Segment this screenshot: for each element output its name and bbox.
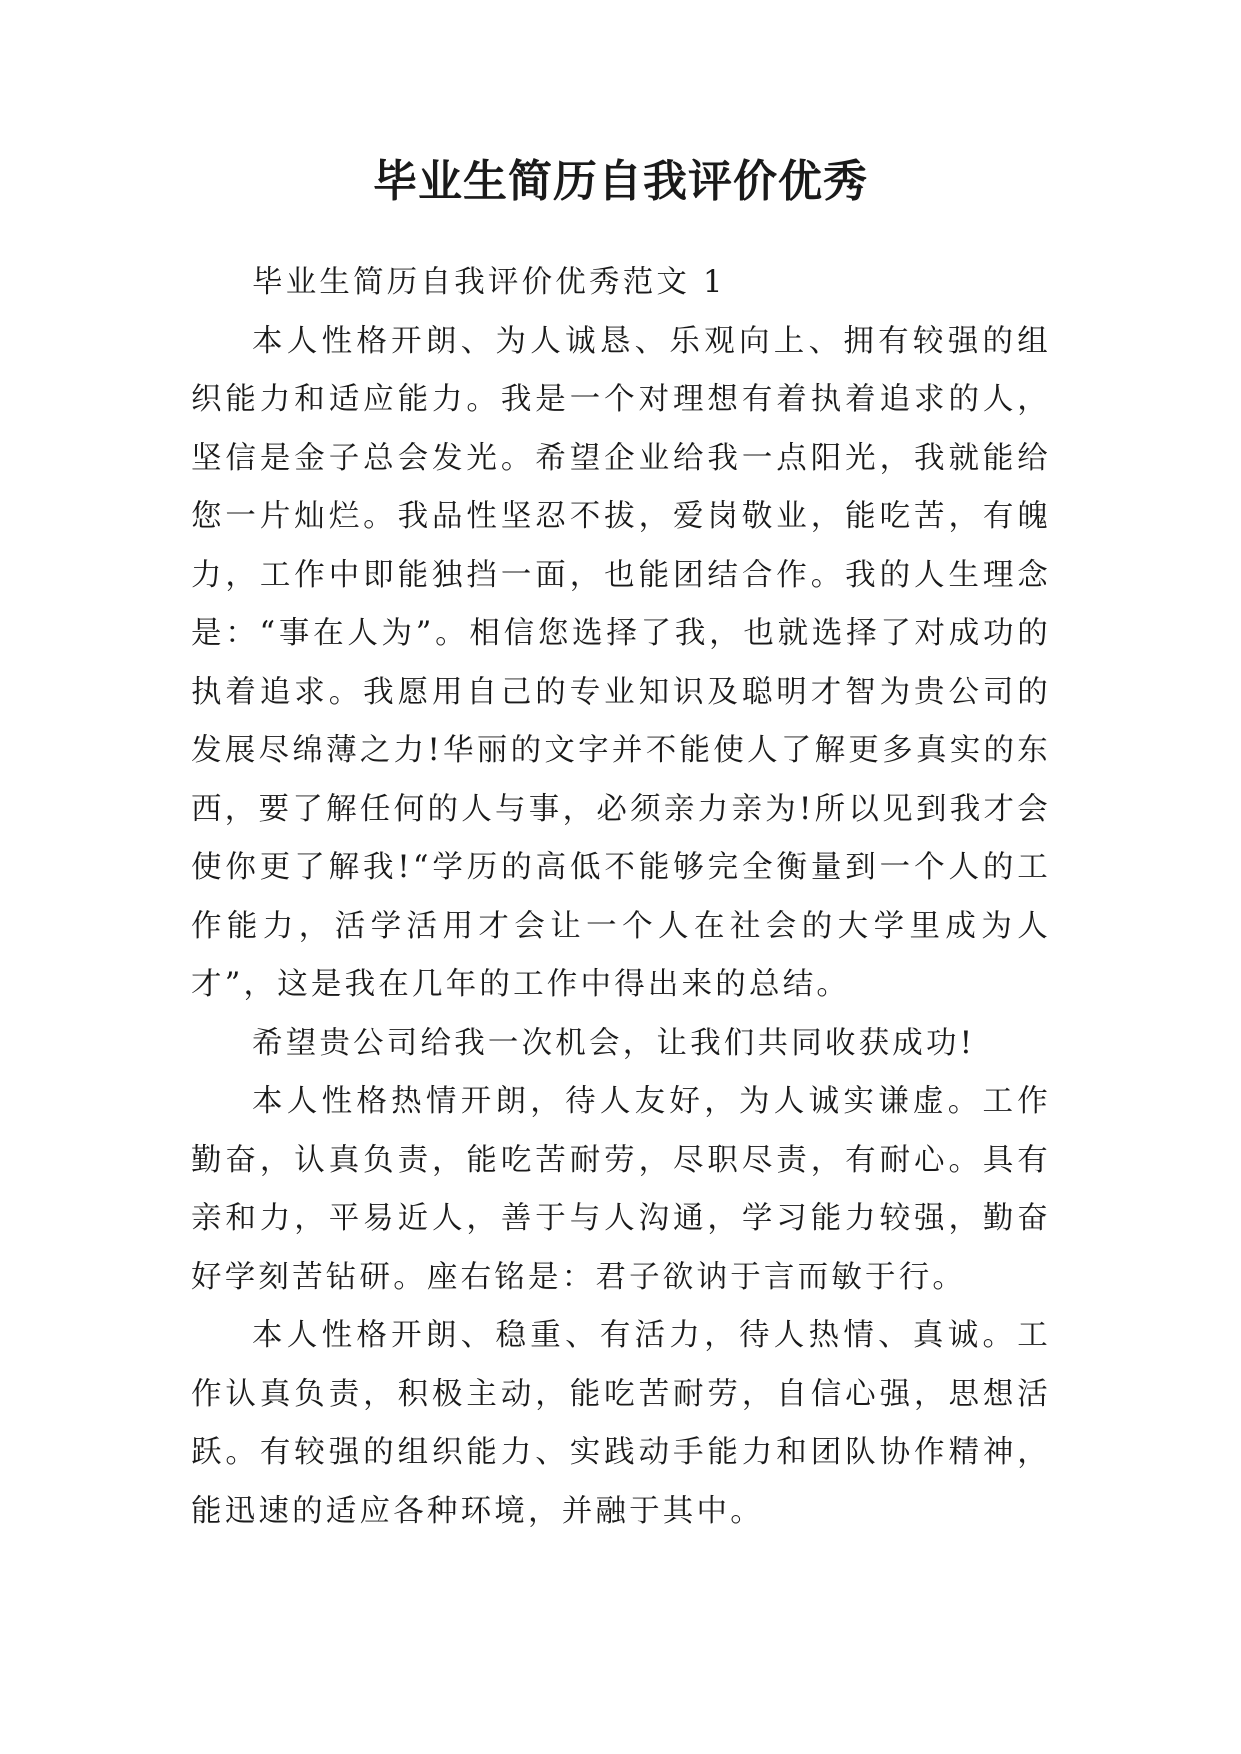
paragraph: 本人性格热情开朗，待人友好，为人诚实谦虚。工作勤奋，认真负责，能吃苦耐劳，尽职尽责，有耐心。具有亲和力，平易近人，善于与人沟通，学习能力较强，勤奋好学刻苦钻研。座右铭是：君子欲讷于言而敏于行。 (191, 1084, 1051, 1295)
document-title: 毕业生简历自我评价优秀 (373, 156, 868, 207)
paragraph: 希望贵公司给我一次机会，让我们共同收获成功! (252, 1025, 976, 1061)
document-body (191, 254, 1051, 1541)
paragraph-heading-sample-1: 毕业生简历自我评价优秀范文 1 (252, 265, 726, 300)
paragraph: 本人性格开朗、稳重、有活力，待人热情、真诚。工作认真负责，积极主动，能吃苦耐劳，自信心强，思想活跃。有较强的组织能力、实践动手能力和团队协作精神，能迅速的适应各种环境，并融于其中。 (191, 1318, 1051, 1529)
paragraph: 本人性格开朗、为人诚恳、乐观向上、拥有较强的组织能力和适应能力。我是一个对理想有着执着追求的人，坚信是金子总会发光。希望企业给我一点阳光，我就能给您一片灿烂。我品性坚忍不拔，爱岗敬业，能吃苦，有魄力，工作中即能独挡一面，也能团结合作。我的人生理念是：“事在人为”。相信您选择了我，也就选择了对成功的执着追求。我愿用自己的专业知识及聪明才智为贵公司的发展尽绵薄之力!华丽的文字并不能使人了解更多真实的东西，要了解任何的人与事，必须亲力亲为!所以见到我才会使你更了解我!“学历的高低不能够完全衡量到一个人的工作能力，活学活用才会让一个人在社会的大学里成为人才”，这是我在几年的工作中得出来的总结。 (191, 323, 1051, 1002)
